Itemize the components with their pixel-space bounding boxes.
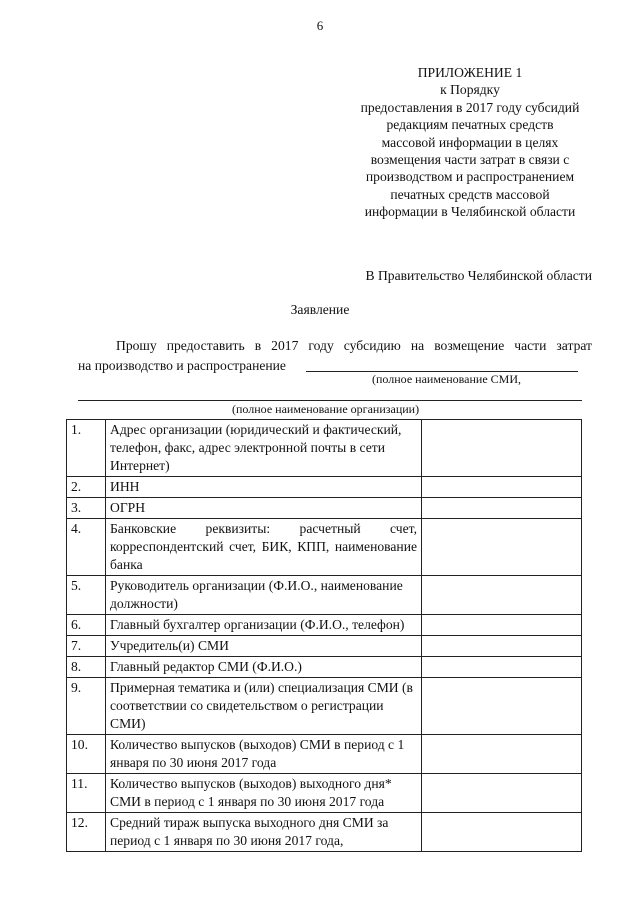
row-label: Количество выпусков (выходов) выходного дня* СМИ в период с 1 января по 30 июня 2017 года bbox=[106, 774, 422, 813]
table-row bbox=[67, 678, 582, 735]
row-label: Главный редактор СМИ (Ф.И.О.) bbox=[106, 657, 422, 678]
appendix-line: печатных средств массовой bbox=[390, 186, 550, 202]
table-row bbox=[67, 519, 582, 576]
table-row bbox=[67, 774, 582, 813]
table-row bbox=[67, 657, 582, 678]
row-number: 10. bbox=[67, 735, 106, 774]
row-number: 12. bbox=[67, 813, 106, 852]
row-label: Учредитель(и) СМИ bbox=[106, 636, 422, 657]
row-value-field[interactable] bbox=[422, 498, 582, 519]
row-label: Банковские реквизиты: расчетный счет, корреспондентский счет, БИК, КПП, наименование банка bbox=[106, 519, 422, 576]
row-value-field[interactable] bbox=[422, 735, 582, 774]
row-label: Главный бухгалтер организации (Ф.И.О., телефон) bbox=[106, 615, 422, 636]
row-number: 8. bbox=[67, 657, 106, 678]
row-value-field[interactable] bbox=[422, 477, 582, 498]
appendix-line: редакциям печатных средств bbox=[386, 117, 554, 133]
appendix-header bbox=[340, 64, 600, 221]
row-value-field[interactable] bbox=[422, 678, 582, 735]
table-row bbox=[67, 735, 582, 774]
row-value-field[interactable] bbox=[422, 636, 582, 657]
page-number: 6 bbox=[316, 18, 324, 33]
row-label: Руководитель организации (Ф.И.О., наименование должности) bbox=[106, 576, 422, 615]
row-label: Количество выпусков (выходов) СМИ в период с 1 января по 30 июня 2017 года bbox=[106, 735, 422, 774]
row-number: 1. bbox=[67, 420, 106, 477]
addressee: В Правительство Челябинской области bbox=[365, 268, 592, 283]
request-paragraph bbox=[78, 336, 592, 376]
table-row bbox=[67, 477, 582, 498]
row-value-field[interactable] bbox=[422, 519, 582, 576]
row-label: Примерная тематика и (или) специализация СМИ (в соответствии со свидетельством о регистрации СМИ) bbox=[106, 678, 422, 735]
organization-name-hint: (полное наименование организации) bbox=[232, 402, 420, 416]
row-number: 7. bbox=[67, 636, 106, 657]
appendix-line: возмещения части затрат в связи с bbox=[370, 152, 570, 168]
document-title: Заявление bbox=[290, 302, 350, 317]
appendix-line: производством и распространением bbox=[365, 169, 575, 185]
request-line-2: на производство и распространение bbox=[78, 358, 286, 373]
row-number: 2. bbox=[67, 477, 106, 498]
row-number: 5. bbox=[67, 576, 106, 615]
table-row bbox=[67, 813, 582, 852]
appendix-line: предоставления в 2017 году субсидий bbox=[360, 99, 580, 115]
row-value-field[interactable] bbox=[422, 813, 582, 852]
row-number: 11. bbox=[67, 774, 106, 813]
row-value-field[interactable] bbox=[422, 774, 582, 813]
organization-name-blank[interactable] bbox=[78, 400, 582, 401]
table-row bbox=[67, 636, 582, 657]
appendix-line: ПРИЛОЖЕНИЕ 1 bbox=[417, 65, 523, 80]
request-line-1: Прошу предоставить в 2017 году субсидию на возмещение части затрат bbox=[116, 338, 592, 353]
smi-name-hint: (полное наименование СМИ, bbox=[372, 372, 521, 386]
row-value-field[interactable] bbox=[422, 615, 582, 636]
table-row bbox=[67, 576, 582, 615]
appendix-line: массовой информации в целях bbox=[381, 134, 559, 150]
table-row bbox=[67, 498, 582, 519]
row-number: 9. bbox=[67, 678, 106, 735]
appendix-line: информации в Челябинской области bbox=[364, 204, 576, 220]
row-label: Адрес организации (юридический и фактический, телефон, факс, адрес электронной почты в сети Интернет) bbox=[106, 420, 422, 477]
row-value-field[interactable] bbox=[422, 576, 582, 615]
row-number: 6. bbox=[67, 615, 106, 636]
row-value-field[interactable] bbox=[422, 657, 582, 678]
row-value-field[interactable] bbox=[422, 420, 582, 477]
table-row bbox=[67, 615, 582, 636]
row-label: Средний тираж выпуска выходного дня СМИ за период с 1 января по 30 июня 2017 года, bbox=[106, 813, 422, 852]
row-number: 4. bbox=[67, 519, 106, 576]
application-form-table bbox=[66, 419, 582, 852]
row-label: ИНН bbox=[106, 477, 422, 498]
row-number: 3. bbox=[67, 498, 106, 519]
row-label: ОГРН bbox=[106, 498, 422, 519]
table-row bbox=[67, 420, 582, 477]
appendix-line: к Порядку bbox=[440, 82, 500, 98]
